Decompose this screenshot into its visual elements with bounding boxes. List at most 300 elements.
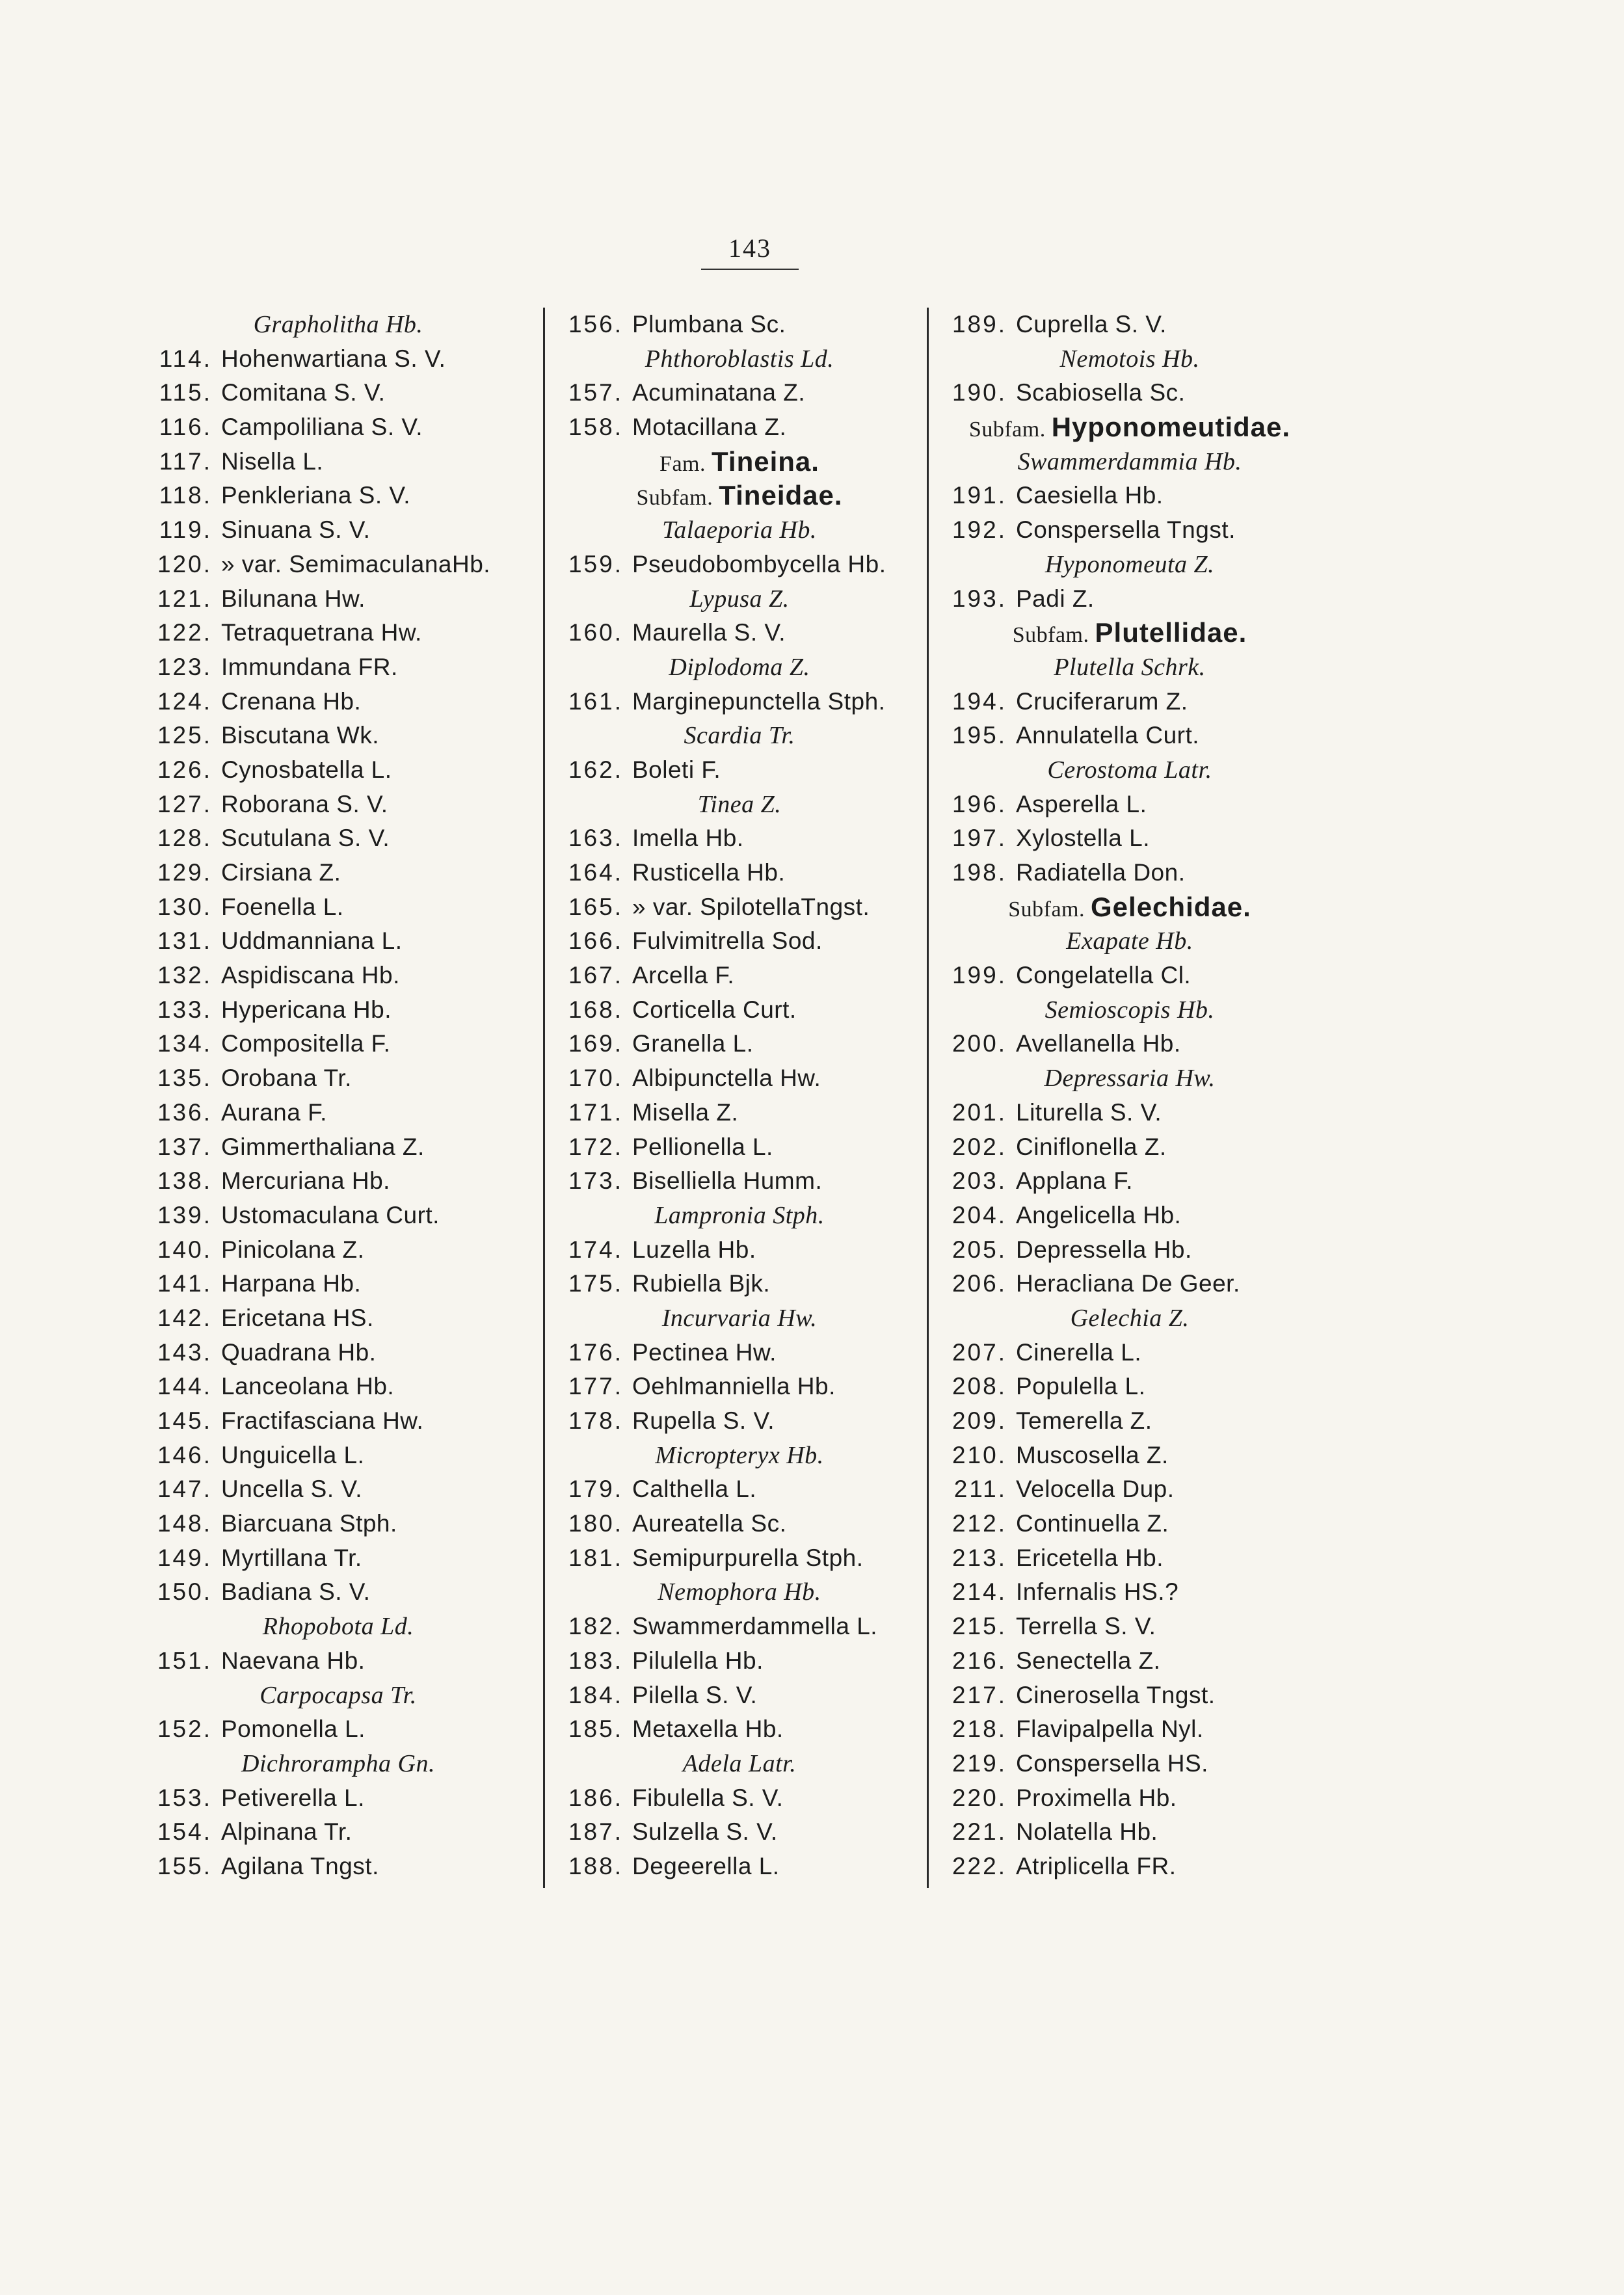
species-entry [143, 1164, 533, 1199]
entry-number: 187. [568, 1818, 623, 1846]
species-entry [938, 376, 1322, 410]
entry-number: 160. [568, 619, 623, 646]
species-entry [554, 1644, 925, 1678]
species-entry [938, 788, 1322, 822]
species-name: Foenella L. [221, 893, 344, 920]
entry-number: 215. [952, 1613, 1007, 1640]
entry-number: 214. [952, 1578, 1007, 1606]
species-entry [143, 1439, 533, 1473]
species-name: Motacillana Z. [632, 414, 787, 441]
species-name: Pectinea Hw. [632, 1338, 777, 1366]
entry-number: 208. [952, 1373, 1007, 1400]
species-entry [554, 959, 925, 993]
entry-number: 130. [157, 893, 212, 920]
genus-heading: Nemotois Hb. [1059, 345, 1200, 373]
species-entry [554, 410, 925, 445]
species-name: Ustomaculana Curt. [221, 1201, 440, 1228]
species-name: Angelicella Hb. [1016, 1201, 1182, 1228]
entry-number: 176. [568, 1338, 623, 1366]
entry-number: 141. [157, 1270, 212, 1297]
species-name: Rubiella Bjk. [632, 1270, 771, 1297]
species-name: Ericetella Hb. [1016, 1544, 1164, 1571]
genus-heading: Hyponomeuta Z. [1045, 550, 1215, 578]
species-name: Gimmerthaliana Z. [221, 1133, 425, 1160]
species-name: Avellanella Hb. [1016, 1030, 1181, 1057]
entry-number: 127. [157, 790, 212, 817]
genus-heading: Adela Latr. [682, 1749, 797, 1777]
family-rank-label: Subfam. [636, 486, 713, 511]
entry-number: 174. [568, 1236, 623, 1263]
entry-number: 201. [952, 1098, 1007, 1126]
species-name: Calthella L. [632, 1476, 757, 1503]
species-entry [143, 1199, 533, 1233]
genus-heading: Dichrorampha Gn. [241, 1749, 435, 1777]
entry-number: 114. [159, 345, 212, 372]
species-entry [938, 308, 1322, 342]
species-entry [143, 1472, 533, 1507]
entry-number: 190. [952, 379, 1007, 406]
genus-heading: Diplodoma Z. [669, 653, 810, 681]
species-entry [143, 513, 533, 548]
species-entry [143, 685, 533, 719]
species-entry [143, 1815, 533, 1850]
species-column-2 [543, 308, 925, 1888]
species-name: Marginepunctella Stph. [632, 687, 886, 715]
species-name: Naevana Hb. [221, 1647, 366, 1674]
species-entry [143, 924, 533, 959]
species-name: Petiverella L. [221, 1784, 365, 1811]
entry-number: 182. [568, 1613, 623, 1640]
entry-number: 216. [952, 1647, 1007, 1674]
genus-heading: Lampronia Stph. [654, 1201, 825, 1229]
species-name: Sinuana S. V. [221, 516, 371, 544]
species-entry [554, 308, 925, 342]
entry-number: 133. [157, 996, 212, 1023]
entry-number: 125. [157, 722, 212, 749]
species-entry [554, 1472, 925, 1507]
species-name: Applana F. [1016, 1167, 1133, 1195]
entry-number: 173. [568, 1167, 623, 1195]
species-column-1 [143, 308, 533, 1884]
species-entry [143, 1301, 533, 1336]
entry-number: 194. [952, 687, 1007, 715]
species-name: Comitana S. V. [221, 379, 386, 406]
species-entry [143, 959, 533, 993]
species-entry [554, 1404, 925, 1439]
entry-number: 179. [568, 1476, 623, 1503]
species-name: Aureatella Sc. [632, 1510, 787, 1537]
entry-number: 163. [568, 825, 623, 852]
species-entry [143, 1233, 533, 1267]
genus-heading: Semioscopis Hb. [1045, 996, 1215, 1024]
entry-number: 118. [159, 482, 212, 509]
species-name: Plumbana Sc. [632, 311, 786, 338]
species-name: Heracliana De Geer. [1016, 1270, 1240, 1297]
species-name: Degeerella L. [632, 1852, 780, 1879]
species-entry [554, 1370, 925, 1404]
genus-heading: Exapate Hb. [1066, 927, 1193, 955]
entry-number: 164. [568, 859, 623, 886]
species-name: Metaxella Hb. [632, 1716, 784, 1743]
species-name: Ericetana HS. [221, 1304, 374, 1331]
species-entry [143, 1404, 533, 1439]
entry-number: 116. [159, 414, 212, 441]
entry-number: 200. [952, 1030, 1007, 1057]
entry-number: 199. [952, 962, 1007, 989]
entry-number: 166. [568, 927, 623, 955]
species-column-3 [927, 308, 1322, 1888]
entry-number: 204. [952, 1201, 1007, 1228]
entry-number: 132. [157, 962, 212, 989]
entry-number: 193. [952, 585, 1007, 612]
species-entry [143, 719, 533, 753]
species-name: Quadrana Hb. [221, 1338, 377, 1366]
species-name: Atriplicella FR. [1016, 1852, 1177, 1879]
entry-number: 217. [952, 1681, 1007, 1708]
species-entry [554, 1130, 925, 1165]
species-name: Pinicolana Z. [221, 1236, 365, 1263]
species-entry [554, 924, 925, 959]
entry-number: 218. [952, 1716, 1007, 1743]
genus-heading: Incurvaria Hw. [661, 1304, 818, 1332]
species-name: Campoliliana S. V. [221, 414, 423, 441]
family-heading [938, 410, 1322, 445]
species-entry [143, 616, 533, 650]
species-name: Scabiosella Sc. [1016, 379, 1186, 406]
species-entry [143, 1061, 533, 1096]
species-entry [554, 1541, 925, 1576]
species-entry [143, 1541, 533, 1576]
entry-number: 142. [157, 1304, 212, 1331]
species-name: Crenana Hb. [221, 687, 362, 715]
species-entry [143, 1712, 533, 1747]
entry-number: 126. [157, 756, 212, 783]
species-name: Granella L. [632, 1030, 754, 1057]
entry-number: 129. [157, 859, 212, 886]
species-name: Infernalis HS.? [1016, 1578, 1179, 1606]
entry-number: 161. [568, 687, 623, 715]
species-entry [143, 445, 533, 479]
species-name: Cuprella S. V. [1016, 311, 1167, 338]
entry-number: 146. [157, 1441, 212, 1468]
species-entry [938, 1164, 1322, 1199]
species-entry [554, 685, 925, 719]
species-name: Ciniflonella Z. [1016, 1133, 1167, 1160]
species-name: Biselliella Humm. [632, 1167, 823, 1195]
entry-number: 184. [568, 1681, 623, 1708]
entry-number: 136. [157, 1098, 212, 1126]
entry-number: 153. [157, 1784, 212, 1811]
entry-number: 158. [568, 414, 623, 441]
species-name: Conspersella HS. [1016, 1749, 1208, 1777]
species-entry [938, 719, 1322, 753]
species-name: Muscosella Z. [1016, 1441, 1169, 1468]
species-name: Oehlmanniella Hb. [632, 1373, 836, 1400]
species-entry [938, 821, 1322, 856]
species-entry [938, 1678, 1322, 1713]
species-name: Agilana Tngst. [221, 1852, 379, 1879]
species-entry [938, 1644, 1322, 1678]
species-entry [938, 1781, 1322, 1816]
species-name: Tetraquetrana Hw. [221, 619, 422, 646]
species-entry [554, 1096, 925, 1130]
species-name: » var. SemimaculanaHb. [221, 550, 491, 577]
species-name: Padi Z. [1016, 585, 1095, 612]
species-entry [554, 616, 925, 650]
genus-heading: Micropteryx Hb. [655, 1441, 824, 1469]
entry-number: 150. [157, 1578, 212, 1606]
species-entry [143, 821, 533, 856]
species-name: Senectella Z. [1016, 1647, 1161, 1674]
entry-number: 171. [568, 1098, 623, 1126]
species-name: Pilella S. V. [632, 1681, 758, 1708]
family-rank-label: Subfam. [1012, 623, 1089, 648]
entry-number: 177. [568, 1373, 623, 1400]
species-name: Depressella Hb. [1016, 1236, 1192, 1263]
family-rank-label: Fam. [659, 451, 706, 476]
species-name: Compositella F. [221, 1030, 391, 1057]
entry-number: 168. [568, 996, 623, 1023]
species-name: Swammerdammella L. [632, 1613, 878, 1640]
species-name: Asperella L. [1016, 790, 1147, 817]
species-name: Sulzella S. V. [632, 1818, 778, 1846]
species-name: Aspidiscana Hb. [221, 962, 400, 989]
species-name: Arcella F. [632, 962, 735, 989]
entry-number: 138. [157, 1167, 212, 1195]
species-name: Corticella Curt. [632, 996, 797, 1023]
species-entry [554, 753, 925, 788]
species-entry [938, 1233, 1322, 1267]
family-heading [554, 445, 925, 479]
page-number: 143 [728, 233, 771, 263]
entry-number: 175. [568, 1270, 623, 1297]
species-entry [143, 479, 533, 513]
entry-number: 131. [157, 927, 212, 955]
species-entry [143, 1370, 533, 1404]
family-name: Tineina. [712, 445, 819, 477]
family-name: Gelechidae. [1091, 891, 1251, 922]
entry-number: 212. [952, 1510, 1007, 1537]
species-entry [938, 1370, 1322, 1404]
species-entry [938, 1712, 1322, 1747]
species-name: Liturella S. V. [1016, 1098, 1162, 1126]
species-entry [143, 1130, 533, 1165]
species-name: Fractifasciana Hw. [221, 1407, 424, 1434]
species-entry [554, 1815, 925, 1850]
family-rank-label: Subfam. [1008, 897, 1085, 922]
entry-number: 186. [568, 1784, 623, 1811]
species-name: Caesiella Hb. [1016, 482, 1164, 509]
species-entry [938, 513, 1322, 548]
entry-number: 203. [952, 1167, 1007, 1195]
species-entry [143, 342, 533, 377]
entry-number: 137. [157, 1133, 212, 1160]
species-name: Continuella Z. [1016, 1510, 1169, 1537]
species-entry [554, 548, 925, 582]
species-name: Immundana FR. [221, 653, 398, 680]
species-entry [938, 1130, 1322, 1165]
genus-heading: Depressaria Hw. [1044, 1065, 1216, 1093]
entry-number: 155. [157, 1852, 212, 1879]
species-name: Velocella Dup. [1016, 1476, 1175, 1503]
genus-heading: Cerostoma Latr. [1047, 756, 1212, 784]
species-name: Uddmanniana L. [221, 927, 403, 955]
species-name: Congelatella Cl. [1016, 962, 1191, 989]
genus-heading: Carpocapsa Tr. [260, 1681, 417, 1709]
entry-number: 148. [157, 1510, 212, 1537]
entry-number: 147. [157, 1476, 212, 1503]
species-entry [143, 650, 533, 685]
genus-heading: Gelechia Z. [1070, 1304, 1190, 1332]
species-entry [938, 1267, 1322, 1301]
species-entry [554, 1027, 925, 1061]
species-entry [938, 479, 1322, 513]
entry-number: 156. [568, 311, 623, 338]
species-entry [554, 856, 925, 890]
entry-number: 221. [952, 1818, 1007, 1846]
entry-number: 192. [952, 516, 1007, 544]
genus-heading: Swammerdammia Hb. [1017, 447, 1242, 475]
species-name: Pseudobombycella Hb. [632, 550, 886, 577]
species-entry [143, 890, 533, 925]
species-entry [554, 821, 925, 856]
species-entry [143, 548, 533, 582]
entry-number: 115. [159, 379, 212, 406]
entry-number: 220. [952, 1784, 1007, 1811]
species-entry [554, 1678, 925, 1713]
entry-number: 197. [952, 825, 1007, 852]
species-name: Temerella Z. [1016, 1407, 1152, 1434]
species-name: Cinerosella Tngst. [1016, 1681, 1216, 1708]
entry-number: 196. [952, 790, 1007, 817]
species-name: Scutulana S. V. [221, 825, 390, 852]
species-entry [143, 1336, 533, 1370]
genus-heading: Lypusa Z. [689, 585, 790, 613]
species-name: Nolatella Hb. [1016, 1818, 1158, 1846]
entry-number: 207. [952, 1338, 1007, 1366]
species-name: Mercuriana Hb. [221, 1167, 390, 1195]
species-name: Aurana F. [221, 1098, 327, 1126]
species-entry [143, 1575, 533, 1610]
family-name: Plutellidae. [1095, 617, 1247, 648]
species-entry [554, 1781, 925, 1816]
genus-heading: Scardia Tr. [684, 722, 795, 750]
species-entry [143, 993, 533, 1028]
entry-number: 169. [568, 1030, 623, 1057]
entry-number: 195. [952, 722, 1007, 749]
entry-number: 117. [159, 447, 212, 475]
entry-number: 210. [952, 1441, 1007, 1468]
species-entry [143, 1644, 533, 1678]
entry-number: 145. [157, 1407, 212, 1434]
species-name: Rusticella Hb. [632, 859, 786, 886]
species-entry [143, 753, 533, 788]
genus-heading: Rhopobota Ld. [262, 1613, 414, 1641]
family-heading [554, 479, 925, 513]
page-number-rule [701, 269, 799, 270]
species-entry [554, 1507, 925, 1541]
entry-number: 198. [952, 859, 1007, 886]
entry-number: 172. [568, 1133, 623, 1160]
species-entry [143, 1507, 533, 1541]
entry-number: 167. [568, 962, 623, 989]
species-name: Uncella S. V. [221, 1476, 362, 1503]
species-entry [143, 1850, 533, 1884]
species-name: Myrtillana Tr. [221, 1544, 362, 1571]
species-entry [554, 1267, 925, 1301]
species-entry [938, 1575, 1322, 1610]
species-entry [143, 1781, 533, 1816]
entry-number: 157. [568, 379, 623, 406]
genus-heading: Grapholitha Hb. [253, 311, 423, 338]
species-name: Nisella L. [221, 447, 324, 475]
entry-number: 162. [568, 756, 623, 783]
entry-number: 154. [157, 1818, 212, 1846]
species-name: Fibulella S. V. [632, 1784, 784, 1811]
family-heading [938, 890, 1322, 925]
entry-number: 189. [952, 311, 1007, 338]
species-name: Badiana S. V. [221, 1578, 371, 1606]
species-entry [938, 1404, 1322, 1439]
species-name: Flavipalpella Nyl. [1016, 1716, 1204, 1743]
species-name: Fulvimitrella Sod. [632, 927, 823, 955]
species-name: Conspersella Tngst. [1016, 516, 1236, 544]
species-entry [938, 856, 1322, 890]
entry-number: 159. [568, 550, 623, 577]
species-entry [938, 959, 1322, 993]
species-name: Semipurpurella Stph. [632, 1544, 864, 1571]
entry-number: 180. [568, 1510, 623, 1537]
genus-heading: Phthoroblastis Ld. [645, 345, 834, 373]
entry-number: 213. [952, 1544, 1007, 1571]
entry-number: 128. [157, 825, 212, 852]
species-entry [554, 1233, 925, 1267]
species-name: Cruciferarum Z. [1016, 687, 1188, 715]
species-entry [938, 1472, 1322, 1507]
entry-number: 149. [157, 1544, 212, 1571]
species-name: Alpinana Tr. [221, 1818, 353, 1846]
species-name: Albipunctella Hw. [632, 1065, 821, 1092]
species-entry [938, 1096, 1322, 1130]
species-name: Misella Z. [632, 1098, 739, 1126]
species-entry [938, 582, 1322, 617]
species-name: Populella L. [1016, 1373, 1146, 1400]
species-name: Biscutana Wk. [221, 722, 379, 749]
species-name: Orobana Tr. [221, 1065, 352, 1092]
species-name: Pomonella L. [221, 1716, 366, 1743]
species-name: » var. SpilotellaTngst. [632, 893, 870, 920]
species-entry [554, 376, 925, 410]
species-entry [938, 1610, 1322, 1644]
entry-number: 222. [952, 1852, 1007, 1879]
entry-number: 202. [952, 1133, 1007, 1160]
species-name: Cinerella L. [1016, 1338, 1142, 1366]
entry-number: 185. [568, 1716, 623, 1743]
species-name: Biarcuana Stph. [221, 1510, 397, 1537]
species-name: Maurella S. V. [632, 619, 786, 646]
entry-number: 143. [157, 1338, 212, 1366]
species-name: Roborana S. V. [221, 790, 388, 817]
entry-number: 134. [157, 1030, 212, 1057]
species-name: Harpana Hb. [221, 1270, 362, 1297]
entry-number: 205. [952, 1236, 1007, 1263]
species-entry [143, 1267, 533, 1301]
entry-number: 170. [568, 1065, 623, 1092]
species-entry [143, 1096, 533, 1130]
species-name: Pilulella Hb. [632, 1647, 764, 1674]
genus-heading: Talaeporia Hb. [662, 516, 817, 544]
species-name: Proximella Hb. [1016, 1784, 1177, 1811]
